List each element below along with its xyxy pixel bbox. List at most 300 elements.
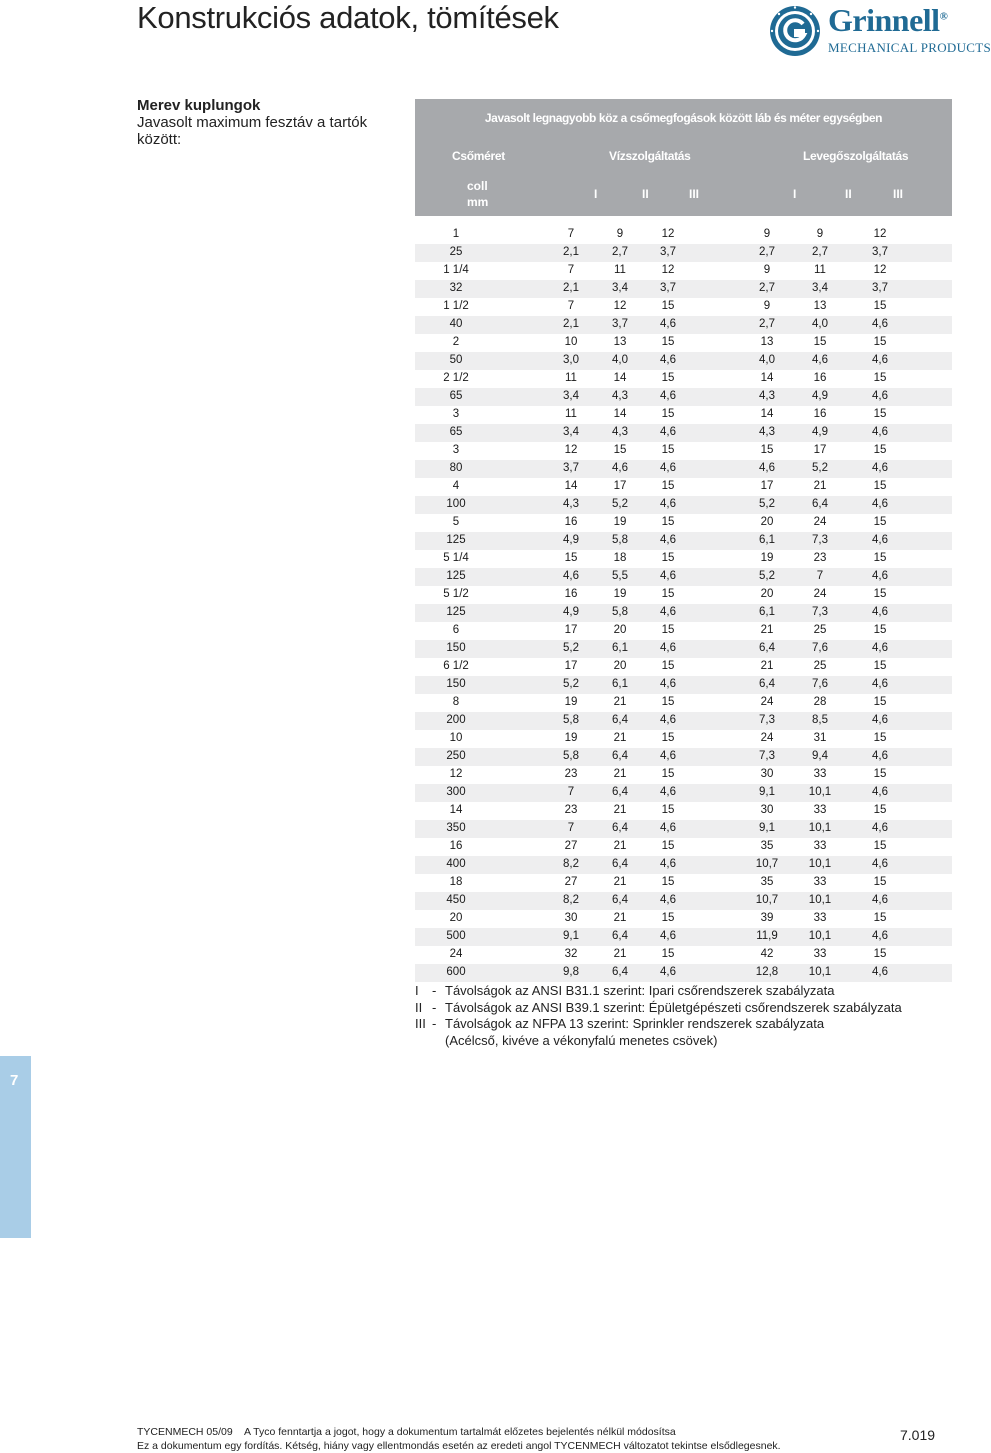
cell-air-iii: 15 [873, 588, 887, 600]
cell-air-i: 20 [760, 516, 774, 528]
cell-air-ii: 6,4 [812, 498, 828, 510]
cell-water-ii: 4,6 [612, 462, 628, 474]
cell-air-iii: 15 [873, 696, 887, 708]
cell-air-ii: 15 [813, 336, 827, 348]
cell-air-ii: 4,9 [812, 390, 828, 402]
cell-water-iii: 4,6 [660, 678, 676, 690]
cell-water-iii: 4,6 [660, 390, 676, 402]
cell-air-iii: 15 [873, 300, 887, 312]
cell-size: 3 [452, 408, 460, 420]
cell-air-iii: 4,6 [872, 678, 888, 690]
cell-air-ii: 33 [813, 768, 827, 780]
cell-water-iii: 4,6 [660, 750, 676, 762]
page-number: 7.019 [900, 1427, 936, 1443]
cell-air-ii: 10,1 [808, 966, 832, 978]
footer-doc-code: TYCENMECH 05/09 [137, 1426, 233, 1438]
cell-water-iii: 15 [661, 408, 675, 420]
group-size: Csőméret [452, 149, 505, 163]
cell-water-iii: 15 [661, 552, 675, 564]
cell-air-ii: 9 [816, 228, 824, 240]
cell-air-iii: 4,6 [872, 966, 888, 978]
cell-water-ii: 4,3 [612, 426, 628, 438]
table-row [415, 910, 952, 928]
cell-water-i: 11 [565, 372, 577, 384]
cell-water-ii: 6,4 [612, 858, 628, 870]
cell-water-iii: 15 [661, 624, 675, 636]
cell-size: 350 [446, 822, 466, 834]
cell-water-ii: 21 [613, 912, 627, 924]
table-row [415, 820, 952, 838]
cell-air-iii: 15 [873, 660, 887, 672]
table-row [415, 658, 952, 676]
cell-air-iii: 4,6 [872, 570, 888, 582]
spacing-table [415, 99, 952, 982]
cell-size: 32 [449, 282, 463, 294]
col-water-2: II [642, 187, 649, 201]
cell-water-i: 27 [564, 840, 578, 852]
logo-name: Grinnell® [828, 2, 948, 38]
cell-water-i: 7 [567, 300, 575, 312]
cell-air-iii: 12 [873, 264, 887, 276]
cell-air-ii: 31 [813, 732, 827, 744]
group-air: Levegőszolgáltatás [803, 149, 909, 163]
cell-size: 5 1/2 [443, 588, 469, 600]
col-water-3: III [689, 187, 700, 201]
cell-air-iii: 3,7 [872, 246, 888, 258]
table-row [415, 568, 952, 586]
cell-water-i: 17 [564, 660, 578, 672]
cell-air-i: 10,7 [755, 894, 779, 906]
cell-air-i: 10,7 [755, 858, 779, 870]
cell-water-ii: 5,8 [612, 606, 628, 618]
cell-size: 250 [446, 750, 466, 762]
cell-water-ii: 3,7 [612, 318, 628, 330]
cell-size: 1 1/4 [443, 264, 469, 276]
cell-air-i: 4,3 [759, 426, 775, 438]
table-row [415, 838, 952, 856]
cell-water-i: 16 [564, 516, 578, 528]
cell-air-i: 14 [760, 408, 774, 420]
cell-water-iii: 4,6 [660, 606, 676, 618]
cell-water-iii: 15 [661, 300, 675, 312]
cell-water-i: 19 [564, 696, 578, 708]
cell-air-i: 6,1 [759, 606, 775, 618]
cell-air-ii: 7,6 [812, 642, 828, 654]
cell-size: 65 [449, 426, 463, 438]
cell-water-i: 17 [564, 624, 578, 636]
cell-size: 150 [446, 642, 466, 654]
cell-air-iii: 4,6 [872, 534, 888, 546]
cell-size: 400 [446, 858, 466, 870]
table-row [415, 766, 952, 784]
col-air-2: II [845, 187, 852, 201]
cell-size: 200 [446, 714, 466, 726]
cell-air-iii: 15 [873, 372, 887, 384]
cell-air-i: 6,1 [759, 534, 775, 546]
cell-size: 150 [446, 678, 466, 690]
cell-water-ii: 6,1 [612, 678, 628, 690]
cell-air-iii: 4,6 [872, 606, 888, 618]
cell-size: 450 [446, 894, 466, 906]
cell-air-iii: 15 [873, 804, 887, 816]
cell-size: 600 [446, 966, 466, 978]
cell-air-i: 7,3 [759, 714, 775, 726]
cell-water-i: 5,8 [563, 714, 579, 726]
cell-air-iii: 15 [873, 480, 887, 492]
cell-air-ii: 13 [813, 300, 827, 312]
cell-size: 16 [449, 840, 463, 852]
cell-air-i: 24 [760, 696, 774, 708]
size-unit-inch: coll [467, 179, 488, 193]
logo-subtitle: MECHANICAL PRODUCTS [828, 40, 991, 55]
table-row [415, 406, 952, 424]
cell-air-iii: 15 [873, 552, 887, 564]
cell-water-i: 30 [564, 912, 578, 924]
cell-water-i: 8,2 [563, 858, 579, 870]
cell-size: 40 [449, 318, 463, 330]
cell-air-ii: 23 [813, 552, 827, 564]
cell-air-ii: 24 [813, 516, 827, 528]
cell-air-ii: 10,1 [808, 822, 832, 834]
table-row [415, 856, 952, 874]
cell-water-ii: 21 [613, 696, 627, 708]
cell-water-iii: 15 [661, 372, 675, 384]
cell-water-iii: 4,6 [660, 714, 676, 726]
cell-water-i: 3,7 [563, 462, 579, 474]
cell-water-iii: 15 [661, 588, 675, 600]
cell-size: 80 [449, 462, 463, 474]
table-row [415, 964, 952, 982]
cell-water-ii: 6,4 [612, 966, 628, 978]
cell-size: 65 [449, 390, 463, 402]
cell-size: 2 1/2 [443, 372, 469, 384]
cell-air-iii: 15 [873, 444, 887, 456]
table-row [415, 532, 952, 550]
cell-air-ii: 33 [813, 876, 827, 888]
table-body [415, 216, 952, 982]
cell-air-ii: 7 [816, 570, 824, 582]
cell-air-iii: 4,6 [872, 822, 888, 834]
cell-air-i: 4,3 [759, 390, 775, 402]
cell-size: 25 [449, 246, 463, 258]
table-row [415, 262, 952, 280]
cell-air-i: 9 [763, 300, 771, 312]
cell-water-i: 7 [567, 264, 575, 276]
cell-air-ii: 10,1 [808, 858, 832, 870]
cell-size: 2 [452, 336, 460, 348]
cell-water-ii: 6,4 [612, 786, 628, 798]
cell-air-i: 6,4 [759, 642, 775, 654]
cell-size: 24 [449, 948, 463, 960]
cell-air-i: 21 [760, 624, 774, 636]
cell-air-i: 11,9 [756, 930, 778, 942]
cell-water-i: 32 [564, 948, 578, 960]
cell-water-iii: 4,6 [660, 894, 676, 906]
cell-air-i: 19 [760, 552, 774, 564]
cell-water-ii: 6,4 [612, 750, 628, 762]
cell-size: 125 [446, 534, 466, 546]
cell-water-ii: 20 [613, 660, 627, 672]
cell-water-ii: 18 [613, 552, 627, 564]
cell-water-i: 4,6 [563, 570, 579, 582]
footer-translation-note: Ez a dokumentum egy fordítás. Kétség, hiány vagy ellentmondás esetén az eredeti angol TYCENMECH változatot tekintse elsődlegesnek. [137, 1440, 781, 1452]
cell-air-ii: 21 [813, 480, 827, 492]
cell-water-ii: 15 [613, 444, 627, 456]
cell-air-i: 2,7 [759, 282, 775, 294]
cell-air-ii: 4,9 [812, 426, 828, 438]
grinnell-logo [768, 2, 991, 60]
cell-size: 100 [446, 498, 466, 510]
table-row [415, 694, 952, 712]
table-header [415, 99, 952, 216]
cell-size: 6 [452, 624, 460, 636]
intro-text: Javasolt maximum fesztáv a tartók között: [137, 114, 368, 148]
cell-air-ii: 16 [813, 372, 827, 384]
cell-water-iii: 15 [661, 840, 675, 852]
page-title: Konstrukciós adatok, tömítések [137, 0, 559, 35]
cell-air-i: 4,6 [759, 462, 775, 474]
cell-water-ii: 6,4 [612, 930, 628, 942]
cell-water-i: 7 [567, 786, 575, 798]
cell-air-i: 5,2 [759, 570, 775, 582]
cell-water-iii: 3,7 [660, 282, 676, 294]
cell-air-iii: 4,6 [872, 354, 888, 366]
cell-water-i: 8,2 [563, 894, 579, 906]
cell-air-iii: 15 [873, 876, 887, 888]
cell-size: 125 [446, 570, 466, 582]
cell-water-iii: 15 [661, 912, 675, 924]
cell-water-iii: 15 [661, 948, 675, 960]
cell-water-iii: 12 [661, 264, 675, 276]
cell-water-i: 7 [567, 822, 575, 834]
table-row [415, 280, 952, 298]
table-title: Javasolt legnagyobb köz a csőmegfogások között láb és méter egységben [484, 111, 883, 125]
cell-air-ii: 25 [813, 624, 827, 636]
cell-air-i: 6,4 [759, 678, 775, 690]
cell-air-i: 24 [760, 732, 774, 744]
table-row [415, 478, 952, 496]
cell-air-iii: 15 [873, 408, 887, 420]
table-row [415, 244, 952, 262]
cell-air-iii: 15 [873, 840, 887, 852]
cell-air-ii: 17 [813, 444, 827, 456]
cell-air-ii: 33 [813, 804, 827, 816]
intro-heading: Merev kuplungok [137, 97, 261, 114]
cell-air-i: 14 [760, 372, 774, 384]
cell-air-ii: 2,7 [812, 246, 828, 258]
cell-water-ii: 21 [613, 732, 627, 744]
cell-air-ii: 7,6 [812, 678, 828, 690]
cell-water-ii: 21 [613, 876, 627, 888]
cell-air-i: 9,1 [759, 786, 775, 798]
cell-air-ii: 3,4 [812, 282, 828, 294]
cell-air-iii: 4,6 [872, 426, 888, 438]
cell-air-iii: 4,6 [872, 390, 888, 402]
cell-air-i: 30 [760, 768, 774, 780]
table-row [415, 892, 952, 910]
cell-water-iii: 15 [661, 516, 675, 528]
cell-size: 6 1/2 [443, 660, 469, 672]
table-row [415, 874, 952, 892]
cell-water-iii: 4,6 [660, 570, 676, 582]
cell-air-i: 30 [760, 804, 774, 816]
cell-water-iii: 4,6 [660, 858, 676, 870]
cell-water-iii: 4,6 [660, 786, 676, 798]
table-row [415, 226, 952, 244]
table-row [415, 388, 952, 406]
cell-water-iii: 4,6 [660, 318, 676, 330]
cell-air-ii: 33 [813, 912, 827, 924]
cell-size: 8 [452, 696, 460, 708]
cell-size: 10 [449, 732, 463, 744]
cell-water-ii: 6,4 [612, 822, 628, 834]
chapter-number: 7 [10, 1072, 19, 1089]
table-row [415, 442, 952, 460]
cell-air-ii: 33 [813, 840, 827, 852]
cell-water-i: 2,1 [563, 282, 579, 294]
cell-water-ii: 13 [613, 336, 627, 348]
cell-air-i: 13 [760, 336, 774, 348]
cell-air-ii: 10,1 [808, 930, 832, 942]
cell-water-i: 5,2 [563, 642, 579, 654]
cell-water-i: 10 [564, 336, 578, 348]
cell-water-i: 19 [564, 732, 578, 744]
table-row [415, 802, 952, 820]
cell-air-ii: 16 [813, 408, 827, 420]
cell-air-iii: 15 [873, 912, 887, 924]
cell-water-i: 11 [565, 408, 577, 420]
cell-water-iii: 15 [661, 696, 675, 708]
table-row [415, 352, 952, 370]
cell-water-iii: 3,7 [660, 246, 676, 258]
cell-water-i: 5,2 [563, 678, 579, 690]
cell-water-ii: 21 [613, 840, 627, 852]
cell-size: 125 [446, 606, 466, 618]
cell-air-ii: 24 [813, 588, 827, 600]
cell-air-iii: 15 [873, 768, 887, 780]
cell-air-i: 21 [760, 660, 774, 672]
cell-water-iii: 15 [661, 444, 675, 456]
table-row [415, 586, 952, 604]
cell-air-i: 7,3 [759, 750, 775, 762]
cell-water-i: 2,1 [563, 246, 579, 258]
cell-air-i: 9 [763, 264, 771, 276]
cell-water-iii: 12 [661, 228, 675, 240]
cell-air-iii: 4,6 [872, 642, 888, 654]
cell-water-ii: 21 [613, 804, 627, 816]
table-row [415, 424, 952, 442]
cell-water-iii: 4,6 [660, 426, 676, 438]
cell-water-iii: 4,6 [660, 966, 676, 978]
cell-air-i: 20 [760, 588, 774, 600]
cell-water-i: 4,9 [563, 534, 579, 546]
cell-air-iii: 4,6 [872, 750, 888, 762]
table-row [415, 298, 952, 316]
group-water: Vízszolgáltatás [609, 149, 691, 163]
cell-water-i: 3,0 [563, 354, 579, 366]
cell-air-i: 12,8 [755, 966, 779, 978]
cell-air-iii: 12 [873, 228, 887, 240]
cell-air-iii: 15 [873, 516, 887, 528]
table-group-headers [415, 137, 952, 179]
table-row [415, 946, 952, 964]
cell-air-ii: 4,6 [812, 354, 828, 366]
cell-water-ii: 14 [613, 408, 627, 420]
table-row [415, 316, 952, 334]
cell-size: 5 1/4 [443, 552, 469, 564]
cell-water-i: 3,4 [563, 426, 579, 438]
cell-air-iii: 15 [873, 948, 887, 960]
cell-water-i: 4,3 [563, 498, 579, 510]
cell-air-i: 42 [760, 948, 774, 960]
cell-air-i: 35 [760, 840, 774, 852]
cell-water-ii: 6,4 [612, 894, 628, 906]
cell-size: 1 1/2 [443, 300, 469, 312]
table-row [415, 460, 952, 478]
cell-water-iii: 15 [661, 876, 675, 888]
cell-water-i: 3,4 [563, 390, 579, 402]
cell-water-ii: 19 [613, 588, 627, 600]
table-row [415, 496, 952, 514]
cell-water-ii: 4,0 [612, 354, 628, 366]
cell-air-iii: 4,6 [872, 498, 888, 510]
cell-air-iii: 4,6 [872, 858, 888, 870]
cell-size: 12 [449, 768, 463, 780]
table-column-headers [415, 179, 952, 216]
cell-water-iii: 4,6 [660, 642, 676, 654]
cell-air-ii: 10,1 [808, 786, 832, 798]
cell-air-ii: 5,2 [812, 462, 828, 474]
cell-air-ii: 33 [813, 948, 827, 960]
cell-water-iii: 15 [661, 768, 675, 780]
cell-size: 300 [446, 786, 466, 798]
cell-air-i: 39 [760, 912, 774, 924]
cell-water-iii: 4,6 [660, 534, 676, 546]
table-row [415, 334, 952, 352]
cell-water-iii: 4,6 [660, 822, 676, 834]
cell-water-iii: 4,6 [660, 354, 676, 366]
cell-water-ii: 4,3 [612, 390, 628, 402]
cell-water-i: 14 [564, 480, 578, 492]
cell-water-ii: 20 [613, 624, 627, 636]
cell-water-i: 7 [567, 228, 575, 240]
cell-water-ii: 9 [616, 228, 624, 240]
intro-block [137, 97, 397, 148]
cell-size: 500 [446, 930, 466, 942]
cell-air-i: 9,1 [759, 822, 775, 834]
chapter-tab [0, 1056, 31, 1238]
col-water-1: I [594, 187, 598, 201]
col-air-3: III [893, 187, 904, 201]
cell-air-i: 15 [760, 444, 774, 456]
cell-water-iii: 15 [661, 480, 675, 492]
cell-air-i: 5,2 [759, 498, 775, 510]
table-row [415, 514, 952, 532]
cell-water-i: 12 [564, 444, 578, 456]
cell-air-iii: 15 [873, 624, 887, 636]
cell-size: 14 [449, 804, 463, 816]
cell-water-ii: 21 [613, 948, 627, 960]
table-row [415, 730, 952, 748]
cell-size: 50 [449, 354, 463, 366]
cell-size: 3 [452, 444, 460, 456]
cell-water-iii: 4,6 [660, 930, 676, 942]
cell-air-ii: 9,4 [812, 750, 828, 762]
cell-water-iii: 15 [661, 732, 675, 744]
cell-air-ii: 11 [814, 264, 826, 276]
table-row [415, 622, 952, 640]
table-row [415, 676, 952, 694]
